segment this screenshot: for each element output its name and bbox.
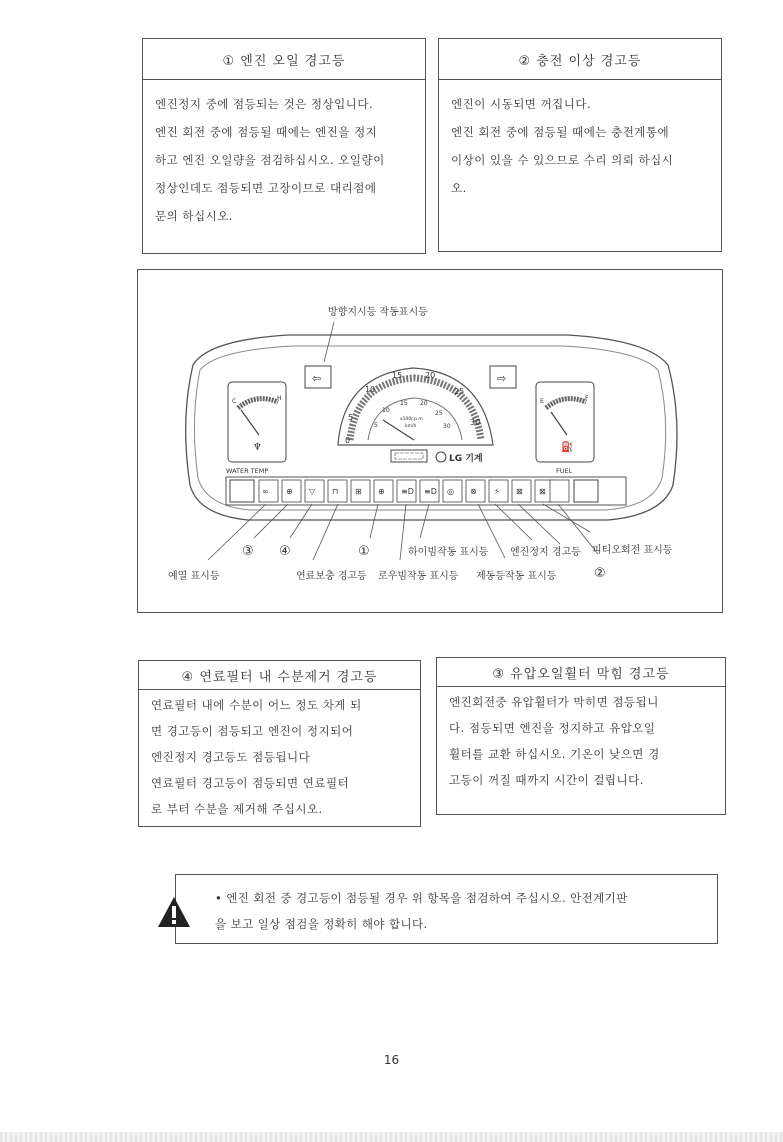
engine-oil-warning-text: 엔진정지 중에 점등되는 것은 정상입니다. 엔진 회전 중에 점등될 때에는 엔진을 정지 하고 엔진 오일량을 점검하십시오. 오일량이 정상인데도 점등되면 고장이므로 대리점에 문의 하십시오. (155, 97, 385, 223)
filter-icon: ▽ (309, 487, 316, 496)
speed-tick-20: 20 (420, 400, 428, 407)
speed-tick-5: 5 (374, 422, 378, 429)
hydraulic-icon: ⊞ (355, 487, 362, 496)
pto-icon: ⊠ (516, 487, 523, 496)
engine-oil-warning-title: ① 엔진 오일 경고등 (143, 39, 425, 80)
turn-signal-label: 방향지시등 작동표시등 (328, 307, 428, 318)
temp-h-label: H (277, 395, 282, 402)
high-beam-icon: ≡D (424, 487, 437, 496)
fuel-e-label: E (540, 398, 544, 405)
tach-tick-15: 15 (392, 371, 403, 380)
low-beam-icon: ≡D (401, 487, 414, 496)
engine-oil-warning-box (142, 38, 426, 254)
brake-icon: ◎ (447, 487, 454, 496)
lg-logo-text: LG 기계 (449, 454, 483, 464)
speed-tick-30: 30 (443, 423, 451, 430)
callout-1: ① (358, 544, 370, 559)
tach-tick-30: 30 (470, 418, 481, 427)
warning-triangle-icon (156, 895, 192, 929)
preheat-label: 예열 표시등 (168, 571, 220, 582)
tach-tick-20: 20 (425, 371, 436, 380)
fuel-label: FUEL (556, 467, 573, 475)
hydraulic-filter-warning-box (436, 657, 726, 815)
blank-right-indicator (574, 480, 598, 502)
engine-stop-label: 엔진정지 경고등 (510, 547, 581, 558)
engine-stop-icon: ⊗ (470, 487, 477, 496)
callout-3: ③ (242, 544, 254, 559)
charge-warning-text: 엔진이 시동되면 꺼집니다. 엔진 회전 중에 점등될 때에는 충전계통에 이상이 있을 수 있으므로 수리 의뢰 하십시 오. (451, 97, 674, 195)
page-number: 16 (383, 1053, 400, 1067)
speed-tick-10: 10 (382, 407, 390, 414)
engine-oil-icon: ⊕ (378, 487, 385, 496)
charge-warning-box (438, 38, 722, 252)
tach-tick-0: 0 (345, 436, 351, 445)
temp-c-label: C (232, 398, 237, 405)
preheat-icon: ∞ (262, 487, 269, 496)
fuel-f-label: F (585, 395, 589, 402)
fuel-filter-icon: ⊓ (332, 487, 339, 496)
blank-left-indicator (230, 480, 254, 502)
high-beam-label: 하이빔작동 표시등 (408, 547, 489, 558)
callout-4: ④ (279, 544, 291, 559)
left-arrow-icon: ⇦ (312, 372, 322, 385)
hydraulic-filter-warning-title: ③ 유압오일휠터 막힘 경고등 (437, 658, 725, 687)
water-temp-label: WATER TEMP (226, 467, 269, 475)
fuel-pump-icon: ⛽ (561, 442, 574, 453)
instrument-panel-diagram (138, 270, 724, 614)
hour-meter (391, 450, 427, 462)
battery-icon: ⚡ (494, 487, 500, 496)
hydraulic-filter-warning-text: 엔진회전중 유압휠터가 막히면 점등됩니 다. 점등되면 엔진을 정지하고 유압오일 휠터를 교환 하십시오. 기온이 낮으면 경 고등이 꺼질 때까지 시간이 걸립니다. (449, 695, 660, 787)
tach-tick-10: 10 (365, 385, 376, 394)
instrument-panel-figure (137, 269, 723, 613)
fuel-filter-water-warning-box (138, 660, 421, 827)
callout-2: ② (594, 566, 606, 581)
safety-warning-text: • 엔진 회전 중 경고등이 점등될 경우 위 항목을 점검하여 주십시오. 안전계기판 을 보고 일상 점검을 정확히 해야 합니다. (215, 891, 628, 931)
thermometer-icon: ♆ (253, 442, 262, 453)
speed-tick-15: 15 (400, 400, 408, 407)
tach-tick-25: 25 (454, 387, 465, 396)
charge-icon: ⊠ (539, 487, 546, 496)
right-arrow-icon: ⇨ (497, 372, 507, 385)
fuel-filter-water-warning-title: ④ 연료필터 내 수분제거 경고등 (139, 661, 420, 690)
speed-unit: km/h (405, 424, 417, 429)
rpm-unit: x100r.p.m (400, 417, 423, 422)
pto-label: 피티오회전 표시등 (592, 545, 673, 556)
charge-warning-title: ② 충전 이상 경고등 (439, 39, 721, 80)
oil-pressure-icon: ⊕ (286, 487, 293, 496)
fuel-filter-water-warning-text: 연료필터 내에 수분이 어느 정도 차게 되 면 경고등이 점등되고 엔진이 정지되어 엔진정지 경고등도 점등됩니다 연료필터 경고등이 점등되면 연료필터 로 부터 수분을 제거해 주십시오. (151, 698, 362, 816)
low-beam-label: 로우빔작동 표시등 (378, 571, 459, 582)
brake-light-label: 제동등작동 표시등 (476, 571, 557, 582)
tach-tick-5: 5 (348, 413, 354, 422)
scan-artifact-strip (0, 1132, 783, 1142)
lg-logo-icon (436, 452, 446, 462)
fuel-warning-label: 연료보충 경고등 (296, 571, 367, 582)
speed-tick-25: 25 (435, 410, 443, 417)
